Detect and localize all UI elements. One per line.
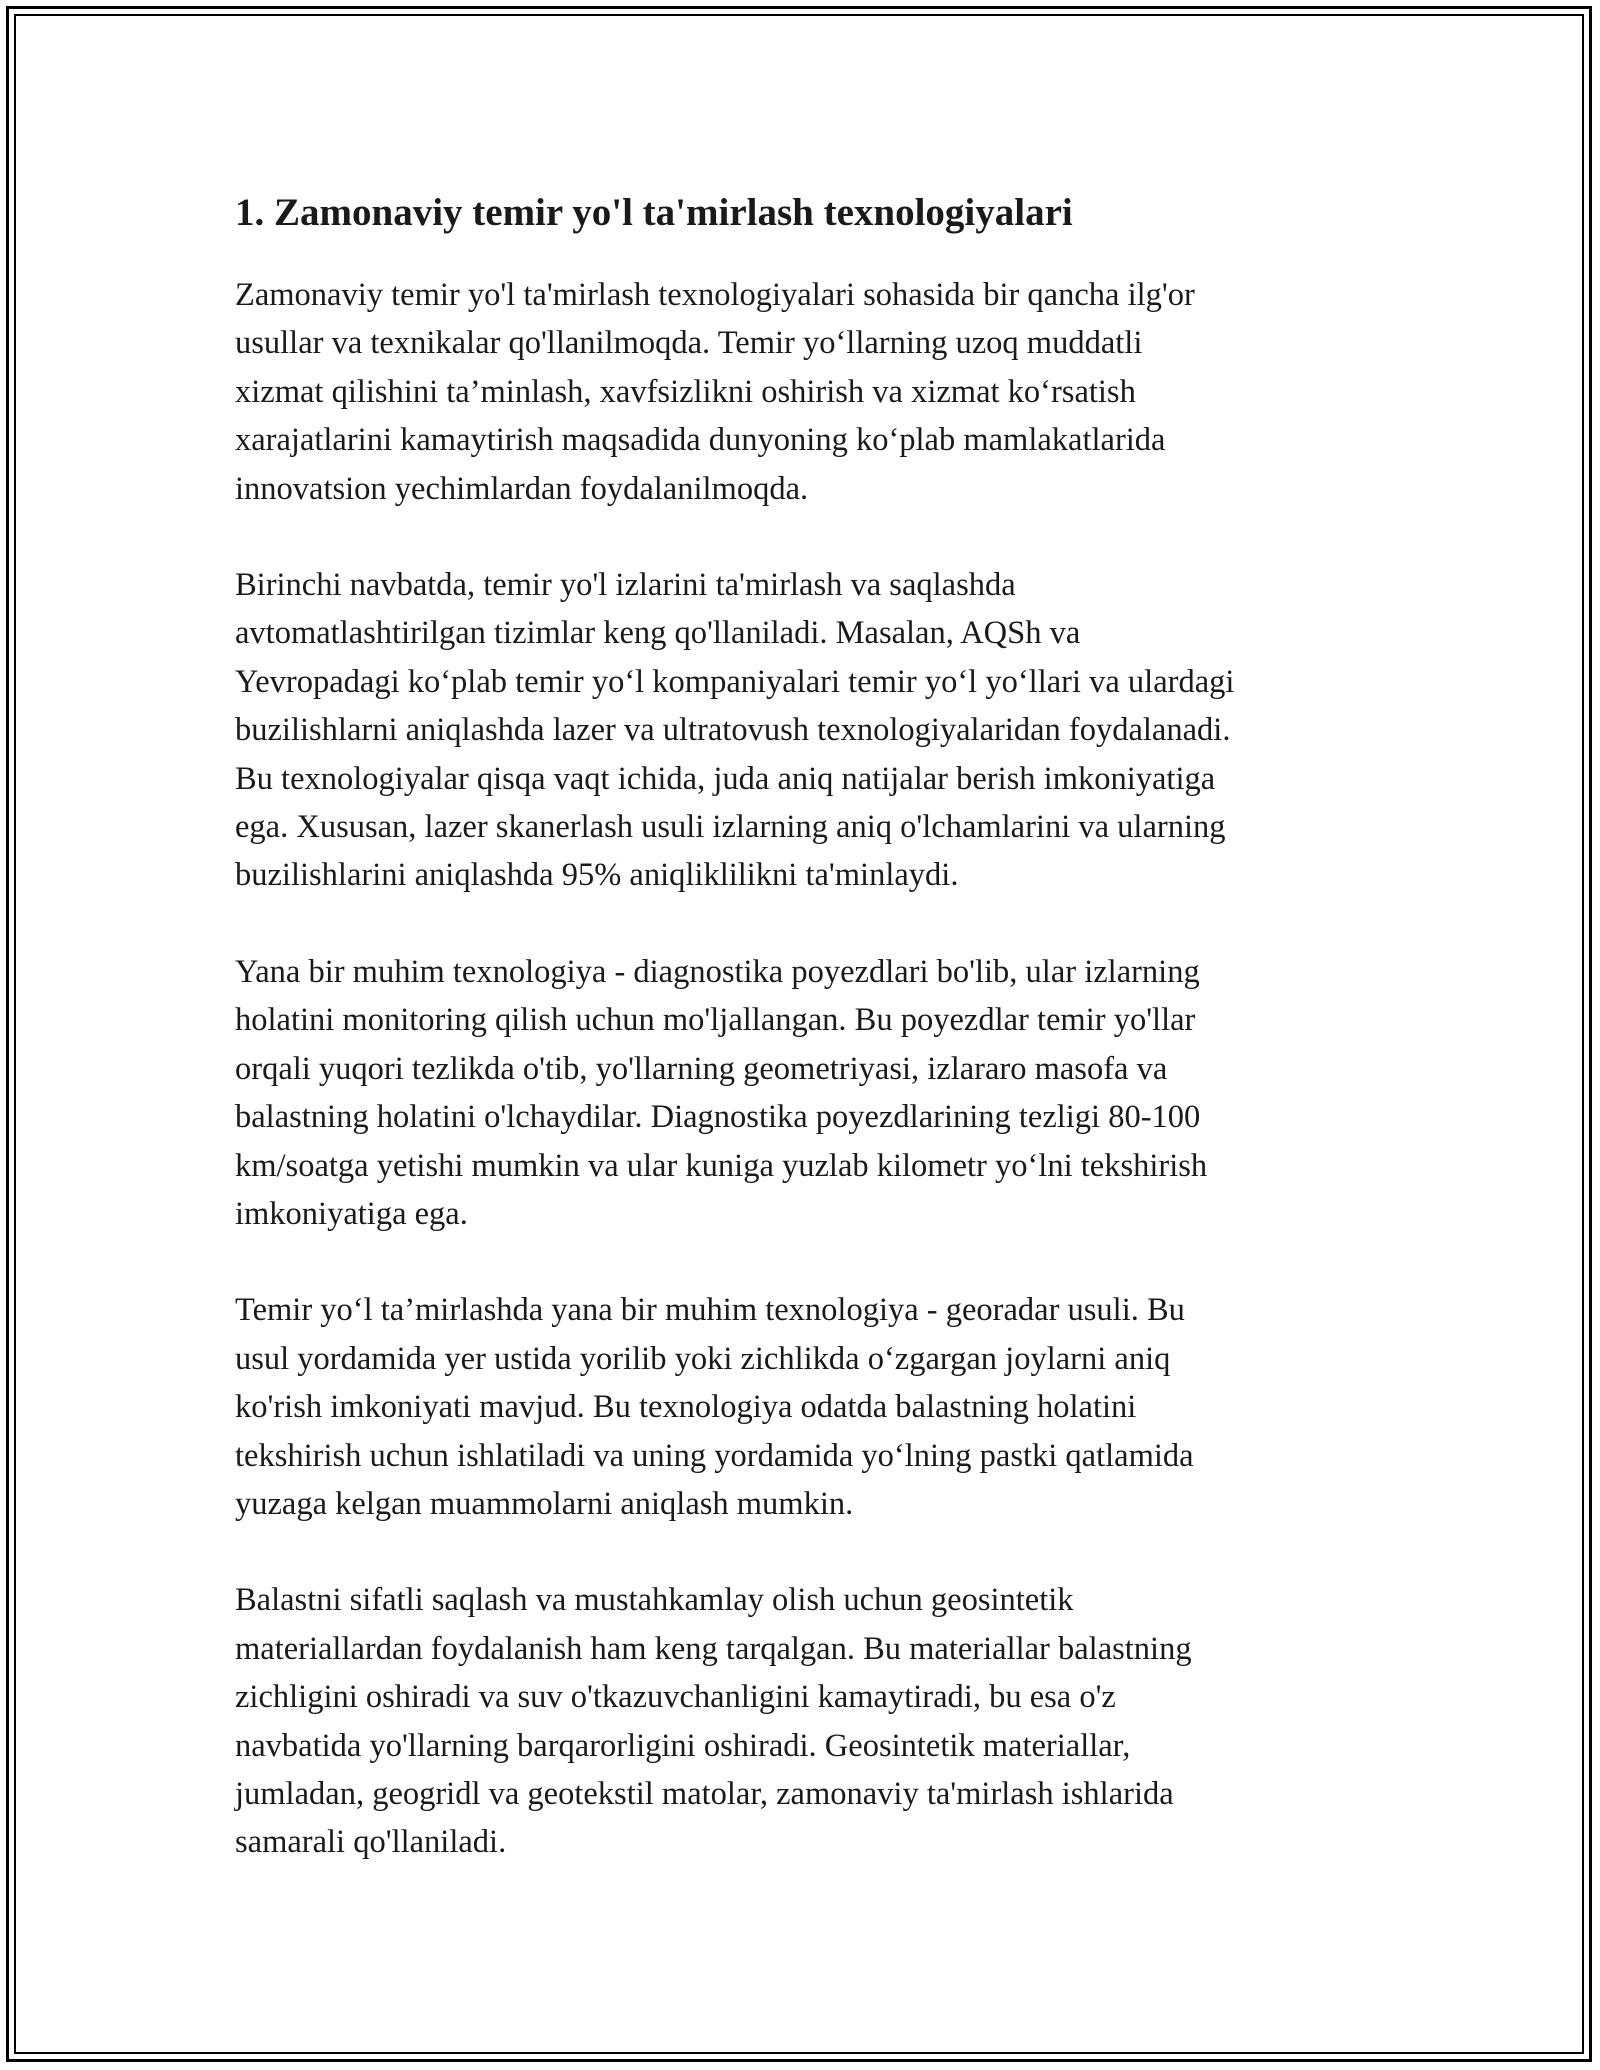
paragraph-2 [235, 561, 1375, 900]
text-line: km/soatga yetishi mumkin va ular kuniga yuzlab kilometr yo‘lni tekshirish [235, 1147, 1208, 1184]
text-line: samarali qo'llaniladi. [235, 1824, 507, 1861]
text-line: holatini monitoring qilish uchun mo'ljallangan. Bu poyezdlar temir yo'llar [235, 1002, 1196, 1039]
text-line: Yana bir muhim texnologiya - diagnostika poyezdlari bo'lib, ular izlarning [235, 953, 1200, 990]
text-line: Yevropadagi ko‘plab temir yo‘l kompaniyalari temir yo‘l yo‘llari va ulardagi [235, 663, 1235, 700]
paragraph-1 [235, 271, 1375, 513]
paragraph-4 [235, 1286, 1375, 1528]
text-line: ega. Xususan, lazer skanerlash usuli izlarning aniq o'lchamlarini va ularning [235, 809, 1226, 846]
text-line: usullar va texnikalar qo'llanilmoqda. Temir yo‘llarning uzoq muddatli [235, 325, 1143, 362]
text-line: navbatida yo'llarning barqarorligini oshiradi. Geosintetik materiallar, [235, 1727, 1131, 1764]
text-line: ko'rish imkoniyati mavjud. Bu texnologiya odatda balastning holatini [235, 1389, 1137, 1426]
text-line: buzilishlarni aniqlashda lazer va ultratovush texnologiyalaridan foydalanadi. [235, 712, 1231, 749]
text-line: tekshirish uchun ishlatiladi va uning yordamida yo‘lning pastki qatlamida [235, 1437, 1194, 1474]
text-line: buzilishlarini aniqlashda 95% aniqliklilikni ta'minlaydi. [235, 857, 959, 894]
section-heading: 1. Zamonaviy temir yo'l ta'mirlash texnologiyalari [235, 191, 1073, 234]
text-line: avtomatlashtirilgan tizimlar keng qo'llaniladi. Masalan, AQSh va [235, 615, 1081, 652]
text-line: Balastni sifatli saqlash va mustahkamlay olish uchun geosintetik [235, 1582, 1074, 1619]
text-line: Birinchi navbatda, temir yo'l izlarini ta'mirlash va saqlashda [235, 567, 1016, 604]
text-line: orqali yuqori tezlikda o'tib, yo'llarning geometriyasi, izlararo masofa va [235, 1050, 1168, 1087]
text-line: xizmat qilishini ta’minlash, xavfsizlikni oshirish va xizmat ko‘rsatish [235, 373, 1136, 410]
text-line: yuzaga kelgan muammolarni aniqlash mumkin. [235, 1485, 854, 1522]
text-line: imkoniyatiga ega. [235, 1195, 468, 1232]
text-line: Temir yo‘l ta’mirlashda yana bir muhim texnologiya - georadar usuli. Bu [235, 1292, 1185, 1329]
text-line: xarajatlarini kamaytirish maqsadida dunyoning ko‘plab mamlakatlarida [235, 422, 1166, 459]
text-line: jumladan, geogridl va geotekstil matolar, zamonaviy ta'mirlash ishlarida [235, 1775, 1174, 1812]
document-body [235, 185, 1375, 1915]
text-line: zichligini oshiradi va suv o'tkazuvchanligini kamaytiradi, bu esa o'z [235, 1679, 1116, 1716]
text-line: innovatsion yechimlardan foydalanilmoqda. [235, 470, 809, 507]
text-line: materiallardan foydalanish ham keng tarqalgan. Bu materiallar balastning [235, 1630, 1192, 1667]
paragraph-3 [235, 948, 1375, 1238]
paragraph-5 [235, 1576, 1375, 1866]
text-line: usul yordamida yer ustida yorilib yoki zichlikda o‘zgargan joylarni aniq [235, 1340, 1171, 1377]
text-line: balastning holatini o'lchaydilar. Diagnostika poyezdlarining tezligi 80-100 [235, 1099, 1201, 1136]
text-line: Bu texnologiyalar qisqa vaqt ichida, juda aniq natijalar berish imkoniyatiga [235, 760, 1216, 797]
text-line: Zamonaviy temir yo'l ta'mirlash texnologiyalari sohasida bir qancha ilg'or [235, 277, 1195, 313]
